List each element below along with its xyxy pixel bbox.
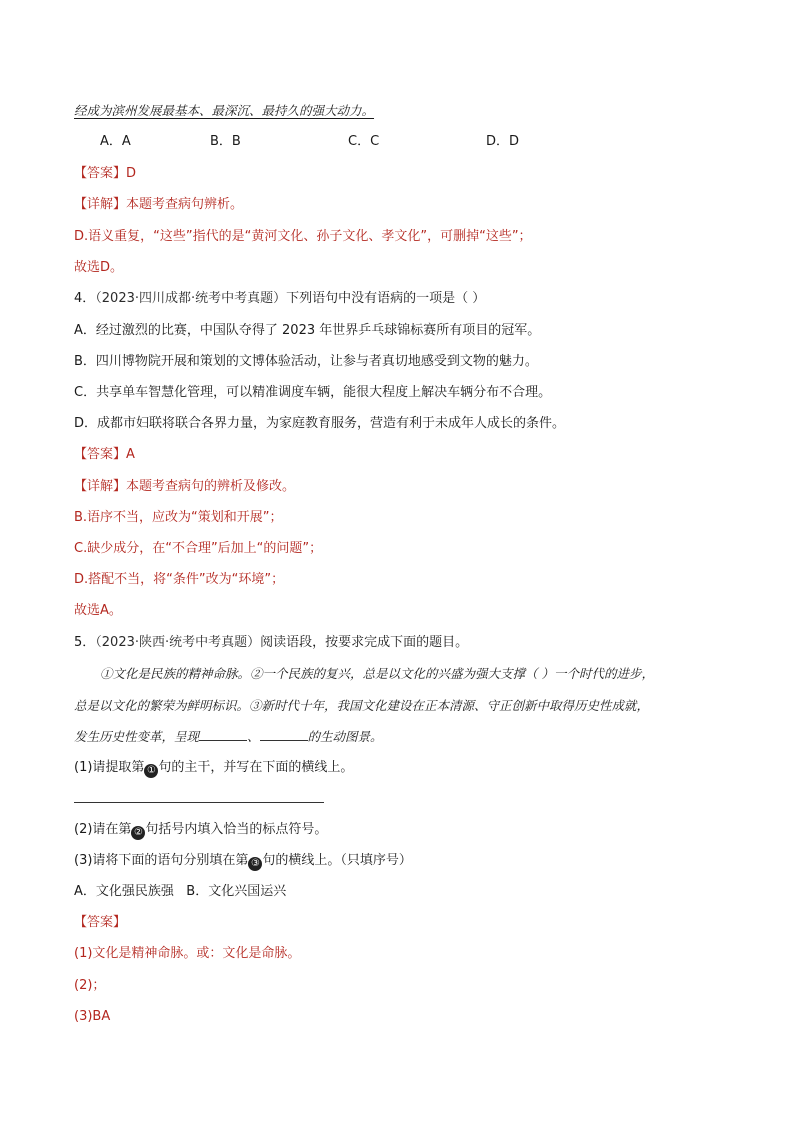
q5-passage-text: 新时代十年，我国文化建设在正本清源、守正创新中取得历史性成就， [261,698,650,713]
q4-analysis-d: D.搭配不当，将“条件”改为“环境”； [74,572,285,587]
q5-answer-1: (1)文化是精神命脉。或：文化是命脉。 [74,946,301,961]
q5-passage-line-3 [74,728,383,746]
q5-passage-text: 的生动图景。 [307,729,383,744]
q5-source: （2023·陕西·统考中考真题） [95,635,261,650]
q3-detail-text: 本题考查病句辨析。 [126,197,244,212]
q4-number: 4． [74,291,96,306]
q4-source: （2023·四川成都·统考中考真题） [95,291,287,306]
q4-stem [74,290,485,308]
q5-answer-tag: 【答案】 [74,915,127,930]
answer-tag: 【答案】 [74,447,127,462]
q5-passage-text: 文化是民族的精神命脉。 [112,666,251,681]
q4-stem-text: 下列语句中没有语病的一项是（ ） [286,291,486,306]
q5-passage-text: 总是以文化的繁荣为鲜明标识。 [74,698,250,713]
q3-passage-tail: 经成为滨州发展最基本、最深沉、最持久的强大动力。 [74,103,375,118]
sentence-marker-1: ① [100,666,113,681]
q5-passage-line-1 [100,665,654,683]
q5-sub-1 [74,759,353,778]
circled-number-1-icon: ① [144,764,158,778]
q4-analysis-c: C.缺少成分，在“不合理”后加上“的问题”； [74,541,323,556]
q4-option-c: C．共享单车智慧化管理，可以精准调度车辆，能很大程度上解决车辆分布不合理。 [74,385,552,400]
q5-sub-1-text: 句的主干，并写在下面的横线上。 [158,760,354,775]
q3-answer [74,165,136,183]
q5-sub-2 [74,821,327,840]
q3-option-d: D．D [486,134,520,149]
detail-tag: 【详解】 [74,479,127,494]
q5-choices: A．文化强民族强 B．文化兴国运兴 [74,884,287,899]
q3-option-b: B．B [210,134,241,149]
q3-detail [74,196,243,214]
fill-blank-1[interactable] [199,728,247,741]
q4-conclusion: 故选A。 [74,603,122,618]
q5-passage-line-2 [74,697,649,715]
sentence-marker-2: ② [250,666,263,681]
q4-option-a: A．经过激烈的比赛，中国队夺得了 2023 年世界乒乓球锦标赛所有项目的冠军。 [74,323,541,338]
q5-answer-2: (2)； [74,978,106,993]
q4-detail [74,478,295,496]
q4-option-d: D．成都市妇联将联合各界力量，为家庭教育服务，营造有利于未成年人成长的条件。 [74,416,566,431]
q4-option-b: B．四川博物院开展和策划的文博体验活动，让参与者真切地感受到文物的魅力。 [74,354,538,369]
q5-passage-separator: 、 [247,729,260,744]
q5-answer-3: (3)BA [74,1009,111,1024]
q4-answer [74,446,135,464]
q5-stem [74,634,468,652]
q5-sub-3-text: (3)请将下面的语句分别填在第 [74,853,249,868]
q4-answer-value: A [126,447,135,462]
q5-sub-2-text: (2)请在第 [74,822,132,837]
fill-blank-2[interactable] [260,728,308,741]
q3-option-a: A．A [100,134,131,149]
sentence-marker-3: ③ [249,698,262,713]
answer-line[interactable] [74,802,324,803]
q3-conclusion: 故选D。 [74,260,124,275]
detail-tag: 【详解】 [74,197,127,212]
q5-sub-3 [74,852,412,871]
q5-sub-1-text: (1)请提取第 [74,760,145,775]
q5-number: 5． [74,635,96,650]
q5-passage-text: 一个民族的复兴，总是以文化的兴盛为强大支撑（ ）一个时代的进步， [262,666,655,681]
q5-stem-text: 阅读语段，按要求完成下面的题目。 [260,635,469,650]
q4-analysis-b: B.语序不当，应改为“策划和开展”； [74,510,283,525]
q5-sub-3-text: 句的横线上。（只填序号） [262,853,412,868]
q3-option-c: C．C [348,134,380,149]
q5-passage-text: 发生历史性变革，呈现 [74,729,200,744]
q4-detail-text: 本题考查病句的辨析及修改。 [126,479,296,494]
answer-tag: 【答案】 [74,166,127,181]
q3-analysis: D.语义重复，“这些”指代的是“黄河文化、孙子文化、孝文化”，可删掉“这些”； [74,229,532,244]
q3-answer-value: D [126,166,137,181]
circled-number-2-icon: ② [131,826,145,840]
circled-number-3-icon: ③ [248,857,262,871]
q5-sub-2-text: 句括号内填入恰当的标点符号。 [145,822,328,837]
